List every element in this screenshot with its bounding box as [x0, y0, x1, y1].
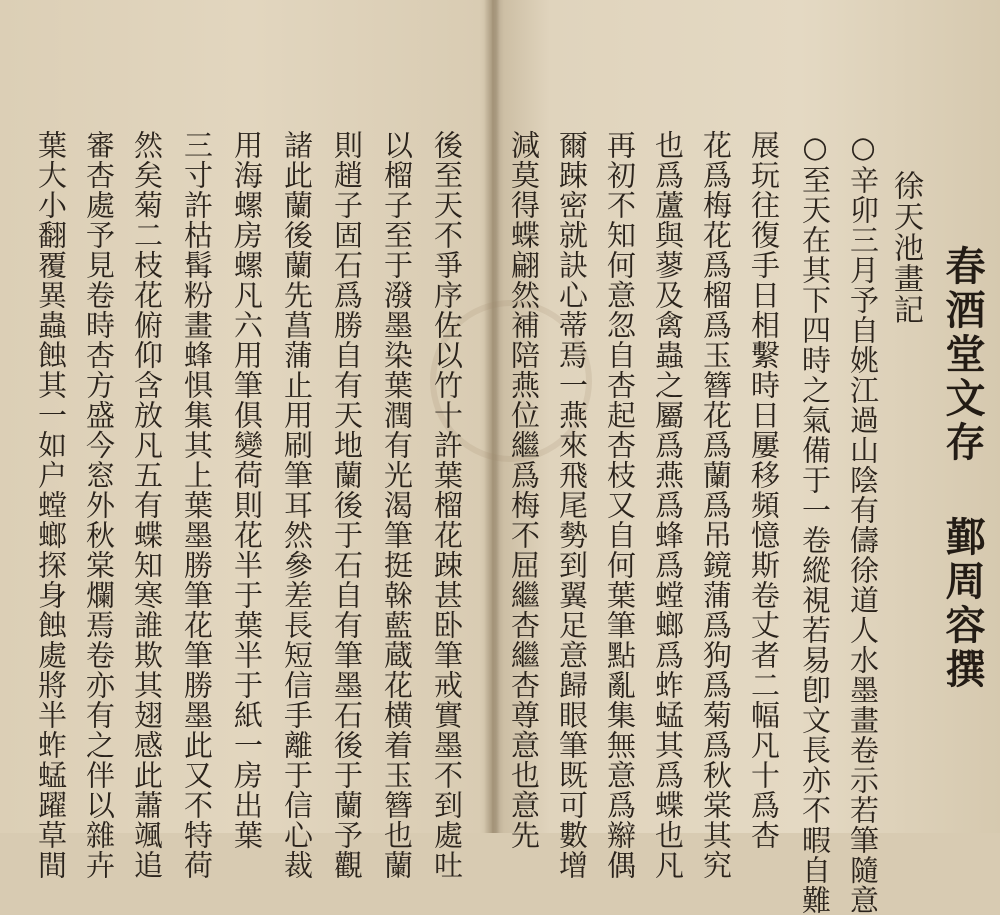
- text-column: 三寸許枯髯粉畫蜂惧集其上葉墨勝筆花筆勝墨此又不特荷: [180, 130, 214, 880]
- text-column: 諸此蘭後蘭先菖蒲止用刷筆耳然參差長短信手離于信心裁: [280, 130, 314, 880]
- text-column: 以榴子至于潑墨染葉潤有光渴筆挺榦藍蔵花横着玉簪也蘭: [380, 130, 414, 880]
- text-column: 後至天不爭序佐以竹十許葉榴花踈甚卧筆戒實墨不到處吐: [430, 130, 464, 880]
- book-title: 春酒堂文存 鄞周容撰: [939, 245, 986, 692]
- text-column: 花爲梅花爲榴爲玉簪花爲蘭爲吊鏡蒲爲狗爲菊爲秋棠其究: [699, 130, 733, 880]
- text-column: 展玩往復手日相繫時日屢移頻憶斯卷丈者二幅凡十爲杏: [747, 130, 781, 850]
- text-column: 審杏處予見卷時杏方盛今窓外秋棠爛焉卷亦有之伴以雜卉: [82, 130, 116, 880]
- text-column: ○至天在其下四時之氣備于一卷縱視若易卽文長亦不暇自難: [798, 130, 832, 915]
- text-column: 爾踈密就訣心蒂焉一燕來飛尾勢到翼足意歸眼筆既可數增: [555, 130, 589, 880]
- essay-title: 徐天池畫記: [888, 170, 923, 325]
- text-column: 也爲蘆與蓼及禽蟲之屬爲燕爲蜂爲螳螂爲蚱蜢其爲蝶也凡: [651, 130, 685, 880]
- text-column: 葉大小翻覆異蟲蝕其一如户螳螂探身蝕處將半蚱蜢躍草間: [34, 130, 68, 880]
- text-column: 減莫得蝶翩然補陪燕位繼爲梅不屈繼杏繼杏尊意也意先: [507, 130, 541, 850]
- text-column: 則趙子固石爲勝自有天地蘭後于石自有筆墨石後于蘭予觀: [330, 130, 364, 880]
- text-column: ○辛卯三月予自姚江過山陰有儔徐道人水墨畫卷示若筆隨意: [846, 130, 880, 915]
- text-column: 然矣菊二枝花俯仰含放凡五有蝶知寒誰欺其翅感此蕭颯追: [130, 130, 164, 880]
- text-column: 再初不知何意忽自杏起杏枝又自何葉筆點亂集無意爲辮偶: [603, 130, 637, 880]
- text-column: 用海螺房螺凡六用筆俱變荷則花半于葉半于紙一房出葉: [230, 130, 264, 850]
